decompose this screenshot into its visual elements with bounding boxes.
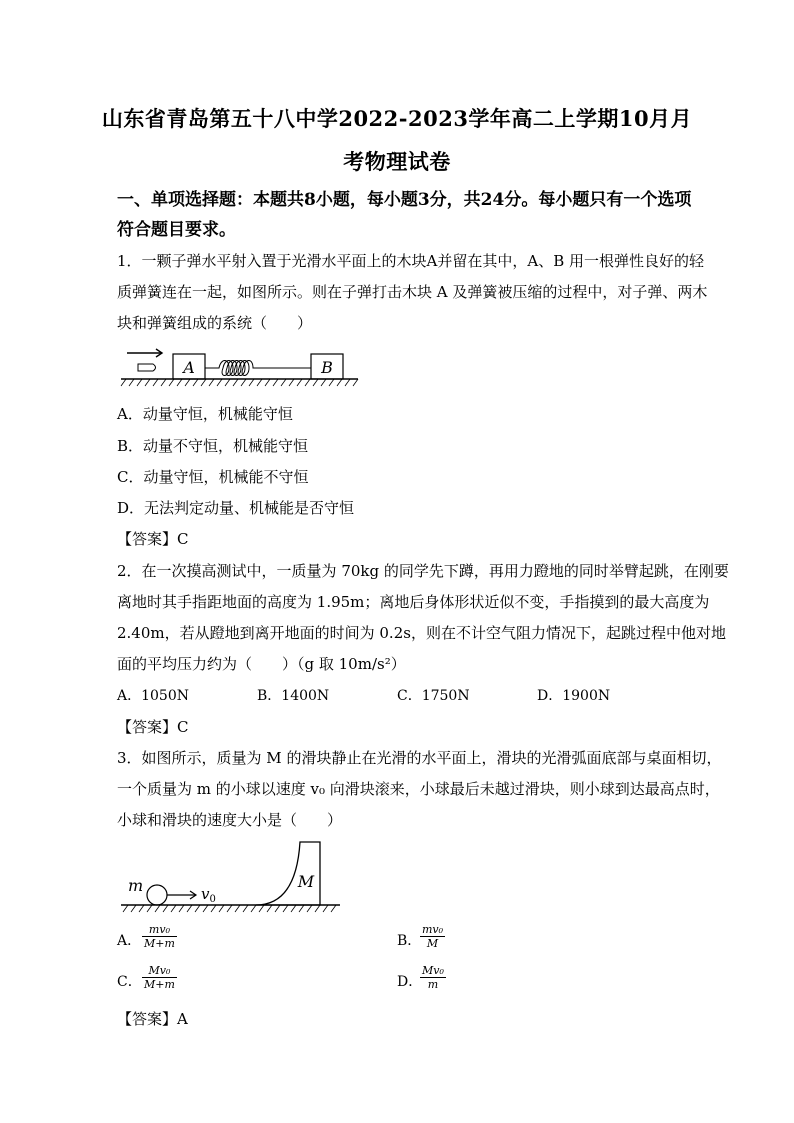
- ground-hatch: [123, 905, 336, 912]
- q2-option-a: A．1050N: [117, 688, 189, 704]
- q3-figure: [118, 838, 348, 918]
- q3-option-a-letter: A．: [117, 933, 142, 949]
- q1-option-a: A．动量守恒，机械能守恒: [117, 405, 293, 423]
- q1-stem-line1: 1．一颗子弹水平射入置于光滑水平面上的木块A并留在其中，A、B 用一根弹性良好的轻: [117, 252, 705, 270]
- q3-stem-line3: 小球和滑块的速度大小是（ ）: [117, 811, 343, 829]
- q3-stem-line2: 一个质量为 m 的小球以速度 v₀ 向滑块滚来，小球最后未越过滑块，则小球到达最高点时，: [117, 780, 720, 798]
- q3-option-c-fraction: [142, 964, 177, 991]
- ball-label: m: [128, 876, 144, 895]
- q1-figure: [118, 344, 368, 390]
- page-title-line1: 山东省青岛第五十八中学2022-2023学年高二上学期10月月: [101, 106, 693, 131]
- q2-stem-line1: 2．在一次摸高测试中，一质量为 70kg 的同学先下蹲，再用力蹬地的同时举臂起跳，在刚要: [117, 562, 729, 580]
- q2-option-b: B．1400N: [257, 688, 330, 704]
- q2-stem-line2: 离地时其手指距地面的高度为 1.95m；离地后身体形状近似不变，手指摸到的最大高度为: [117, 593, 710, 611]
- q1-stem-line2: 质弹簧连在一起，如图所示。则在子弹打击木块 A 及弹簧被压缩的过程中，对子弹、两木: [117, 283, 708, 301]
- q3-option-d-denominator: m: [420, 977, 446, 991]
- spring: [205, 361, 311, 376]
- q3-option-a-numerator: mv₀: [148, 923, 170, 936]
- q2-option-d: D．1900N: [537, 688, 611, 704]
- q3-option-c-numerator: Mv₀: [148, 964, 171, 977]
- section-heading-line1: 一、单项选择题：本题共8小题，每小题3分，共24分。每小题只有一个选项: [117, 190, 692, 210]
- block-a-label: A: [183, 358, 195, 377]
- bullet: [138, 364, 156, 371]
- q3-stem-line1: 3．如图所示，质量为 M 的滑块静止在光滑的水平面上，滑块的光滑弧面底部与桌面相切，: [117, 749, 722, 767]
- q2-stem-line4: 面的平均压力约为（ ）（g 取 10m/s²）: [117, 655, 406, 673]
- q1-answer: 【答案】C: [117, 530, 189, 548]
- q3-answer: 【答案】A: [117, 1010, 188, 1028]
- q2-stem-line3: 2.40m，若从蹬地到离开地面的时间为 0.2s，则在不计空气阻力情况下，起跳过程中他对地: [117, 624, 726, 642]
- q1-option-b: B．动量不守恒，机械能守恒: [117, 437, 309, 455]
- ground-hatch: [121, 379, 358, 386]
- ball: [147, 885, 167, 905]
- q1-option-c: C．动量守恒，机械能不守恒: [117, 468, 309, 486]
- block-b-label: B: [321, 358, 333, 377]
- q2-option-c: C．1750N: [397, 688, 470, 704]
- q2-answer: 【答案】C: [117, 718, 189, 736]
- q3-option-b-letter: B．: [397, 933, 422, 949]
- q1-option-d: D．无法判定动量、机械能是否守恒: [117, 499, 355, 517]
- page-title-line2: 考物理试卷: [343, 149, 451, 174]
- q3-option-b-fraction: [420, 923, 445, 950]
- section-heading-line2: 符合题目要求。: [117, 220, 236, 240]
- q3-option-c-denominator: M+m: [144, 978, 175, 991]
- q3-option-b-numerator: mv₀: [422, 923, 444, 936]
- q3-option-d-numerator: Mv₀: [422, 964, 444, 977]
- q1-stem-line3: 块和弹簧组成的系统（ ）: [117, 314, 313, 332]
- slider-label: M: [297, 872, 315, 891]
- q3-option-d-fraction: [420, 964, 446, 991]
- q3-option-a-denominator: M+m: [144, 937, 175, 950]
- q3-option-a-fraction: [142, 923, 177, 950]
- q3-option-b-denominator: M: [420, 936, 445, 950]
- q3-option-d-letter: D．: [397, 974, 423, 990]
- q3-option-c-letter: C．: [117, 974, 142, 990]
- velocity-label: $v_0$: [201, 885, 216, 905]
